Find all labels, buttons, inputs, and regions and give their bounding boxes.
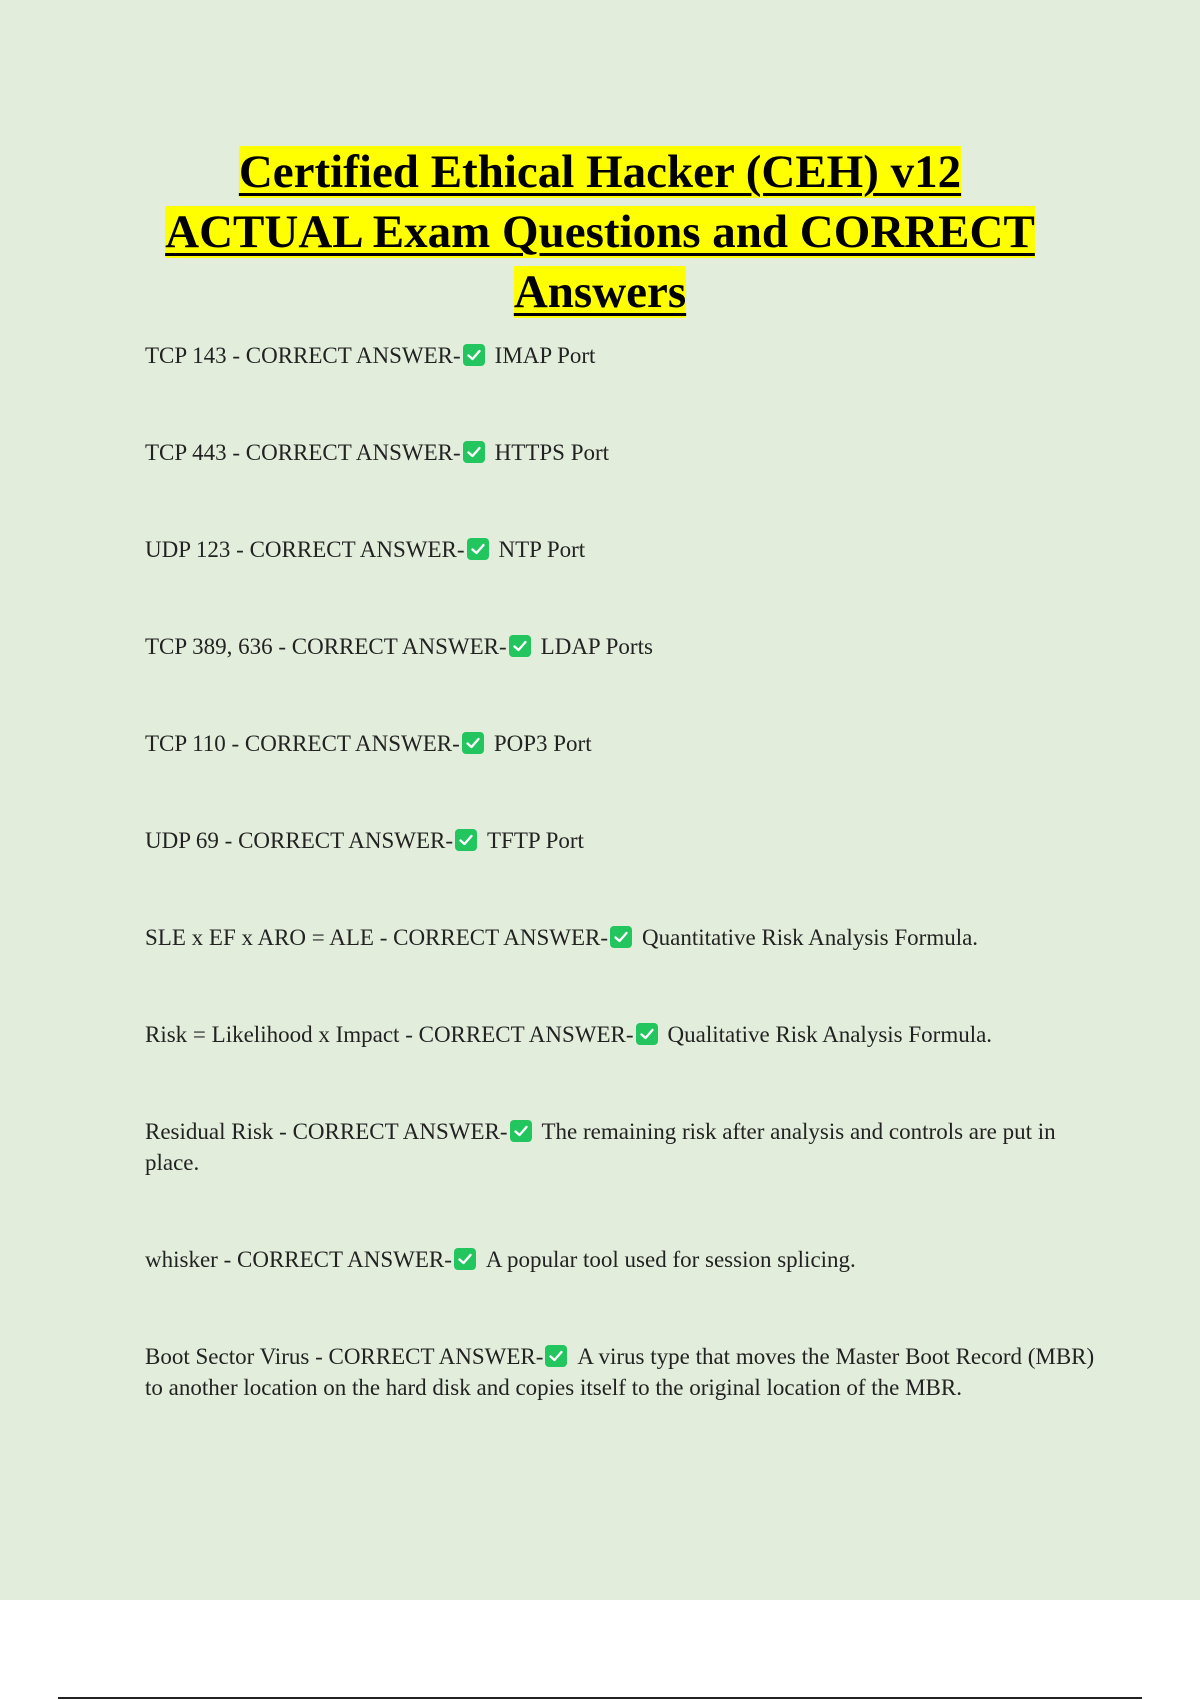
footer-divider xyxy=(58,1697,1142,1699)
question-text: TCP 110 xyxy=(145,731,226,756)
answer-text: TFTP Port xyxy=(487,828,584,853)
question-text: TCP 443 xyxy=(145,440,227,465)
qa-item xyxy=(145,825,1095,856)
qa-item xyxy=(145,437,1095,468)
answer-text: HTTPS Port xyxy=(494,440,610,465)
answer-marker: - CORRECT ANSWER- xyxy=(232,440,461,465)
answer-text: Quantitative Risk Analysis Formula. xyxy=(642,925,979,950)
check-icon xyxy=(467,538,489,560)
check-icon xyxy=(545,1345,567,1367)
answer-text: A popular tool used for session splicing. xyxy=(485,1247,856,1272)
answer-marker: - CORRECT ANSWER- xyxy=(379,925,609,950)
check-icon xyxy=(510,1120,532,1142)
question-text: UDP 123 xyxy=(145,537,231,562)
qa-item xyxy=(145,1116,1095,1178)
answer-text: POP3 Port xyxy=(493,731,592,756)
question-text: UDP 69 xyxy=(145,828,219,853)
answer-text: The remaining risk after analysis and controls are put in place. xyxy=(145,1119,1056,1175)
answer-text: IMAP Port xyxy=(494,343,596,368)
qa-item xyxy=(145,1019,1095,1050)
check-icon xyxy=(462,732,484,754)
answer-marker: - CORRECT ANSWER- xyxy=(236,537,465,562)
answer-text: NTP Port xyxy=(498,537,586,562)
answer-marker: - CORRECT ANSWER- xyxy=(223,1247,452,1272)
question-text: whisker xyxy=(145,1247,218,1272)
answer-marker: - CORRECT ANSWER- xyxy=(224,828,453,853)
qa-item xyxy=(145,631,1095,662)
answer-marker: - CORRECT ANSWER- xyxy=(405,1022,634,1047)
answer-text: LDAP Ports xyxy=(540,634,653,659)
answer-marker: - CORRECT ANSWER- xyxy=(315,1344,544,1369)
check-icon xyxy=(509,635,531,657)
title-line-3: Answers xyxy=(513,266,687,318)
answer-marker: - CORRECT ANSWER- xyxy=(232,343,461,368)
check-icon xyxy=(610,926,632,948)
title-line-2: ACTUAL Exam Questions and CORRECT xyxy=(165,206,1035,258)
qa-item xyxy=(145,534,1095,565)
answer-marker: - CORRECT ANSWER- xyxy=(278,634,507,659)
qa-list xyxy=(145,340,1095,1469)
qa-item xyxy=(145,1244,1095,1275)
qa-item xyxy=(145,728,1095,759)
qa-item xyxy=(145,1341,1095,1403)
question-text: Residual Risk xyxy=(145,1119,274,1144)
question-text: TCP 143 xyxy=(145,343,227,368)
question-text: Risk = Likelihood x Impact xyxy=(145,1022,400,1047)
check-icon xyxy=(463,344,485,366)
answer-text: Qualitative Risk Analysis Formula. xyxy=(667,1022,993,1047)
document-title xyxy=(100,142,1100,322)
check-icon xyxy=(455,829,477,851)
check-icon xyxy=(636,1023,658,1045)
check-icon xyxy=(463,441,485,463)
question-text: Boot Sector Virus xyxy=(145,1344,310,1369)
answer-text: A virus type that moves the Master Boot Record (MBR) to another location on the hard disk and copies itself to the original location of the MBR. xyxy=(145,1344,1095,1400)
qa-item xyxy=(145,922,1095,953)
question-text: TCP 389, 636 xyxy=(145,634,273,659)
question-text: SLE x EF x ARO = ALE xyxy=(145,925,374,950)
title-line-1: Certified Ethical Hacker (CEH) v12 xyxy=(238,146,962,198)
qa-item xyxy=(145,340,1095,371)
answer-marker: - CORRECT ANSWER- xyxy=(279,1119,508,1144)
answer-marker: - CORRECT ANSWER- xyxy=(231,731,460,756)
check-icon xyxy=(454,1248,476,1270)
